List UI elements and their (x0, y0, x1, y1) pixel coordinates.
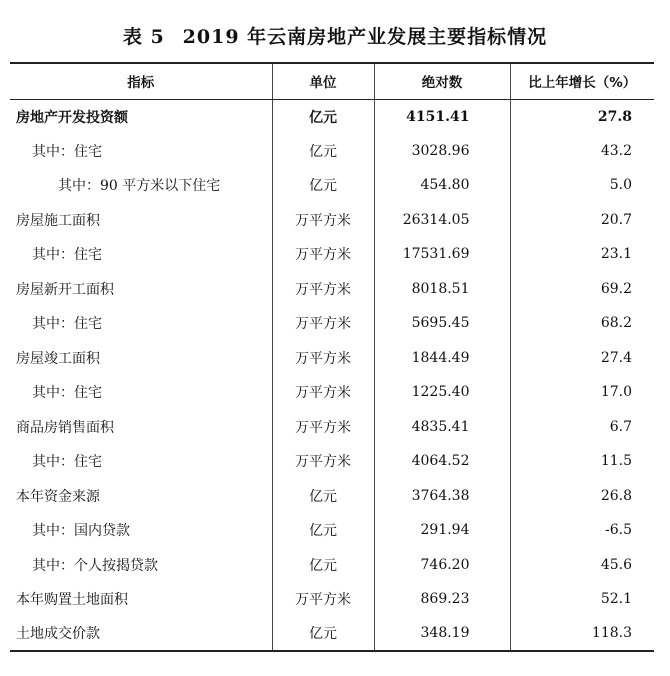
row-value: 8018.51 (374, 272, 510, 307)
row-unit: 亿元 (272, 168, 374, 203)
row-growth: 43.2 (510, 134, 654, 169)
table-row (10, 203, 654, 238)
row-value: 869.23 (374, 582, 510, 617)
row-unit: 亿元 (272, 617, 374, 652)
row-unit: 万平方米 (272, 375, 374, 410)
table-row (10, 237, 654, 272)
row-name: 其中：住宅 (32, 143, 102, 160)
header-unit: 单位 (272, 63, 374, 99)
row-value: 26314.05 (374, 203, 510, 238)
row-unit: 万平方米 (272, 582, 374, 617)
row-unit: 亿元 (272, 99, 374, 134)
row-unit: 万平方米 (272, 306, 374, 341)
row-growth: 6.7 (510, 410, 654, 445)
row-name: 本年购置土地面积 (16, 592, 128, 609)
row-growth: 118.3 (510, 617, 654, 652)
row-growth: 68.2 (510, 306, 654, 341)
table-row (10, 306, 654, 341)
header-growth: 比上年增长（%） (510, 63, 654, 99)
table-row (10, 410, 654, 445)
row-value: 3028.96 (374, 134, 510, 169)
header-absolute: 绝对数 (374, 63, 510, 99)
row-growth: 27.8 (510, 99, 654, 134)
row-growth: 11.5 (510, 444, 654, 479)
row-unit: 万平方米 (272, 272, 374, 307)
row-growth: -6.5 (510, 513, 654, 548)
row-value: 4835.41 (374, 410, 510, 445)
table-row (10, 617, 654, 652)
header-indicator: 指标 (10, 63, 272, 99)
row-value: 3764.38 (374, 479, 510, 514)
table-row (10, 99, 654, 134)
row-value: 4151.41 (374, 99, 510, 134)
row-unit: 亿元 (272, 548, 374, 583)
row-name: 土地成交价款 (10, 617, 272, 652)
row-growth: 69.2 (510, 272, 654, 307)
row-value: 4064.52 (374, 444, 510, 479)
row-name: 本年资金来源 (16, 488, 100, 505)
table-row (10, 479, 654, 514)
table-row (10, 375, 654, 410)
table-title-text: 2019 年云南房地产业发展主要指标情况 (182, 26, 548, 48)
row-value: 5695.45 (374, 306, 510, 341)
row-value: 17531.69 (374, 237, 510, 272)
row-growth: 45.6 (510, 548, 654, 583)
row-name: 房屋竣工面积 (16, 350, 100, 367)
row-unit: 亿元 (272, 134, 374, 169)
table-title (0, 22, 670, 49)
row-growth: 52.1 (510, 582, 654, 617)
row-unit: 万平方米 (272, 341, 374, 376)
table-row (10, 272, 654, 307)
table-row (10, 548, 654, 583)
table-row (10, 134, 654, 169)
row-growth: 27.4 (510, 341, 654, 376)
row-name: 房屋新开工面积 (16, 281, 114, 298)
row-value: 746.20 (374, 548, 510, 583)
row-name: 房地产开发投资额 (16, 109, 128, 126)
row-name: 其中：90 平方米以下住宅 (58, 178, 221, 195)
table-row (10, 582, 654, 617)
row-unit: 万平方米 (272, 444, 374, 479)
row-unit: 亿元 (272, 479, 374, 514)
row-growth: 5.0 (510, 168, 654, 203)
row-name: 其中：住宅 (32, 316, 102, 333)
row-value: 1225.40 (374, 375, 510, 410)
row-value: 454.80 (374, 168, 510, 203)
row-unit: 万平方米 (272, 410, 374, 445)
table-row (10, 444, 654, 479)
row-value: 1844.49 (374, 341, 510, 376)
table-number: 表 5 (122, 26, 165, 48)
row-name: 其中：个人按揭贷款 (32, 557, 158, 574)
row-value: 348.19 (374, 617, 510, 652)
row-unit: 万平方米 (272, 203, 374, 238)
row-name: 其中：住宅 (32, 247, 102, 264)
row-name: 其中：住宅 (32, 385, 102, 402)
row-unit: 万平方米 (272, 237, 374, 272)
indicator-table (10, 62, 654, 652)
row-growth: 20.7 (510, 203, 654, 238)
table-row (10, 341, 654, 376)
row-name: 商品房销售面积 (16, 419, 114, 436)
row-growth: 17.0 (510, 375, 654, 410)
row-name: 其中：国内贷款 (32, 523, 130, 540)
row-name: 房屋施工面积 (16, 212, 100, 229)
row-growth: 23.1 (510, 237, 654, 272)
header-row (10, 63, 654, 99)
row-value: 291.94 (374, 513, 510, 548)
row-name: 其中：住宅 (32, 454, 102, 471)
table-row (10, 168, 654, 203)
table-row (10, 513, 654, 548)
row-growth: 26.8 (510, 479, 654, 514)
row-unit: 亿元 (272, 513, 374, 548)
